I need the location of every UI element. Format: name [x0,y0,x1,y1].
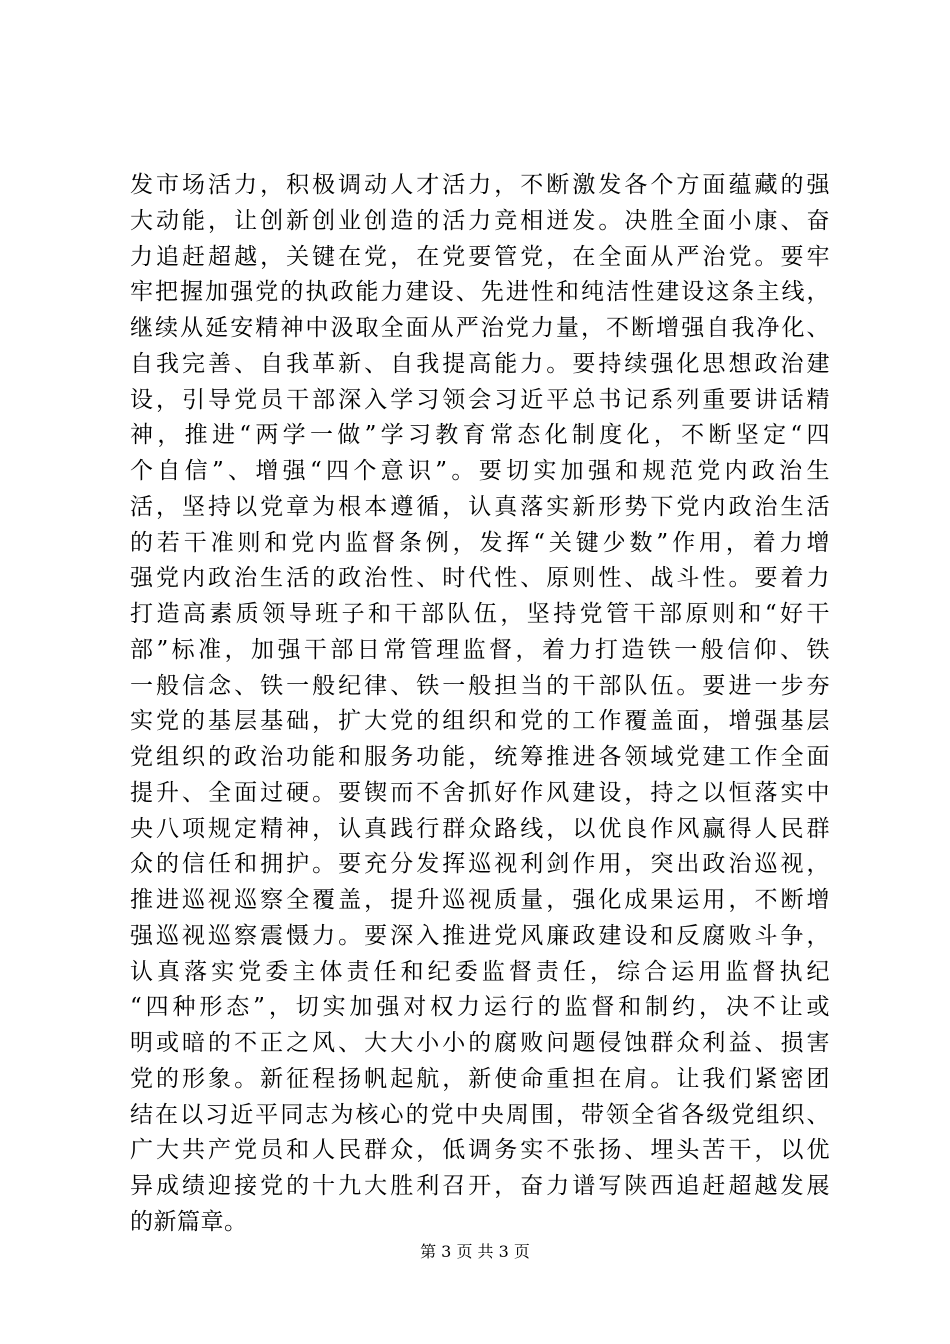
text-line: “四种形态”，切实加强对权力运行的监督和制约，决不让或 [130,994,830,1021]
text-line: 继续从延安精神中汲取全面从严治党力量，不断增强自我净化、 [130,315,830,341]
text-line: 神，推进“两学一做”学习教育常态化制度化，不断坚定“四 [130,422,830,449]
page-number: 第 3 页 共 3 页 [420,1242,530,1261]
text-line: 个自信”、增强“四个意识”。要切实加强和规范党内政治生 [130,458,830,484]
text-line: 实党的基层基础，扩大党的组织和党的工作覆盖面，增强基层 [130,708,830,735]
text-line: 的新篇章。 [130,1208,248,1235]
text-line: 发市场活力，积极调动人才活力，不断激发各个方面蕴藏的强 [130,172,830,198]
text-line: 结在以习近平同志为核心的党中央周围，带领全省各级党组织、 [130,1101,830,1128]
text-line: 的若干准则和党内监督条例，发挥“关键少数”作用，着力增 [130,529,830,556]
text-line: 央八项规定精神，认真践行群众路线，以优良作风赢得人民群 [130,815,830,842]
text-line: 活，坚持以党章为根本遵循，认真落实新形势下党内政治生活 [130,493,830,520]
text-line: 大动能，让创新创业创造的活力竞相迸发。决胜全面小康、奋 [130,207,830,234]
text-line: 强巡视巡察震慑力。要深入推进党风廉政建设和反腐败斗争， [130,922,830,949]
text-line: 众的信任和拥护。要充分发挥巡视利剑作用，突出政治巡视， [130,851,830,878]
text-line: 设，引导党员干部深入学习领会习近平总书记系列重要讲话精 [130,386,830,413]
text-line: 党的形象。新征程扬帆起航，新使命重担在肩。让我们紧密团 [130,1065,830,1092]
text-line: 强党内政治生活的政治性、时代性、原则性、战斗性。要着力 [130,565,830,592]
text-line: 认真落实党委主体责任和纪委监督责任，综合运用监督执纪 [130,958,830,985]
text-line: 一般信念、铁一般纪律、铁一般担当的干部队伍。要进一步夯 [130,672,830,699]
text-line: 广大共产党员和人民群众，低调务实不张扬、埋头苦干，以优 [130,1137,830,1164]
text-line: 牢把握加强党的执政能力建设、先进性和纯洁性建设这条主线， [130,279,830,306]
text-line: 明或暗的不正之风、大大小小的腐败问题侵蚀群众利益、损害 [130,1030,830,1056]
page-footer [0,1241,950,1263]
text-line: 推进巡视巡察全覆盖，提升巡视质量，强化成果运用，不断增 [130,887,830,913]
text-line: 提升、全面过硬。要锲而不舍抓好作风建设，持之以恒落实中 [130,779,830,806]
text-line: 部”标准，加强干部日常管理监督，着力打造铁一般信仰、铁 [130,636,830,663]
text-line: 打造高素质领导班子和干部队伍，坚持党管干部原则和“好干 [130,601,830,627]
text-line: 党组织的政治功能和服务功能，统筹推进各领域党建工作全面 [130,744,830,770]
text-line: 自我完善、自我革新、自我提高能力。要持续强化思想政治建 [130,350,830,377]
text-line: 异成绩迎接党的十九大胜利召开，奋力谱写陕西追赶超越发展 [130,1173,830,1199]
document-body [130,168,830,1241]
text-line: 力追赶超越，关键在党，在党要管党，在全面从严治党。要牢 [130,243,830,270]
